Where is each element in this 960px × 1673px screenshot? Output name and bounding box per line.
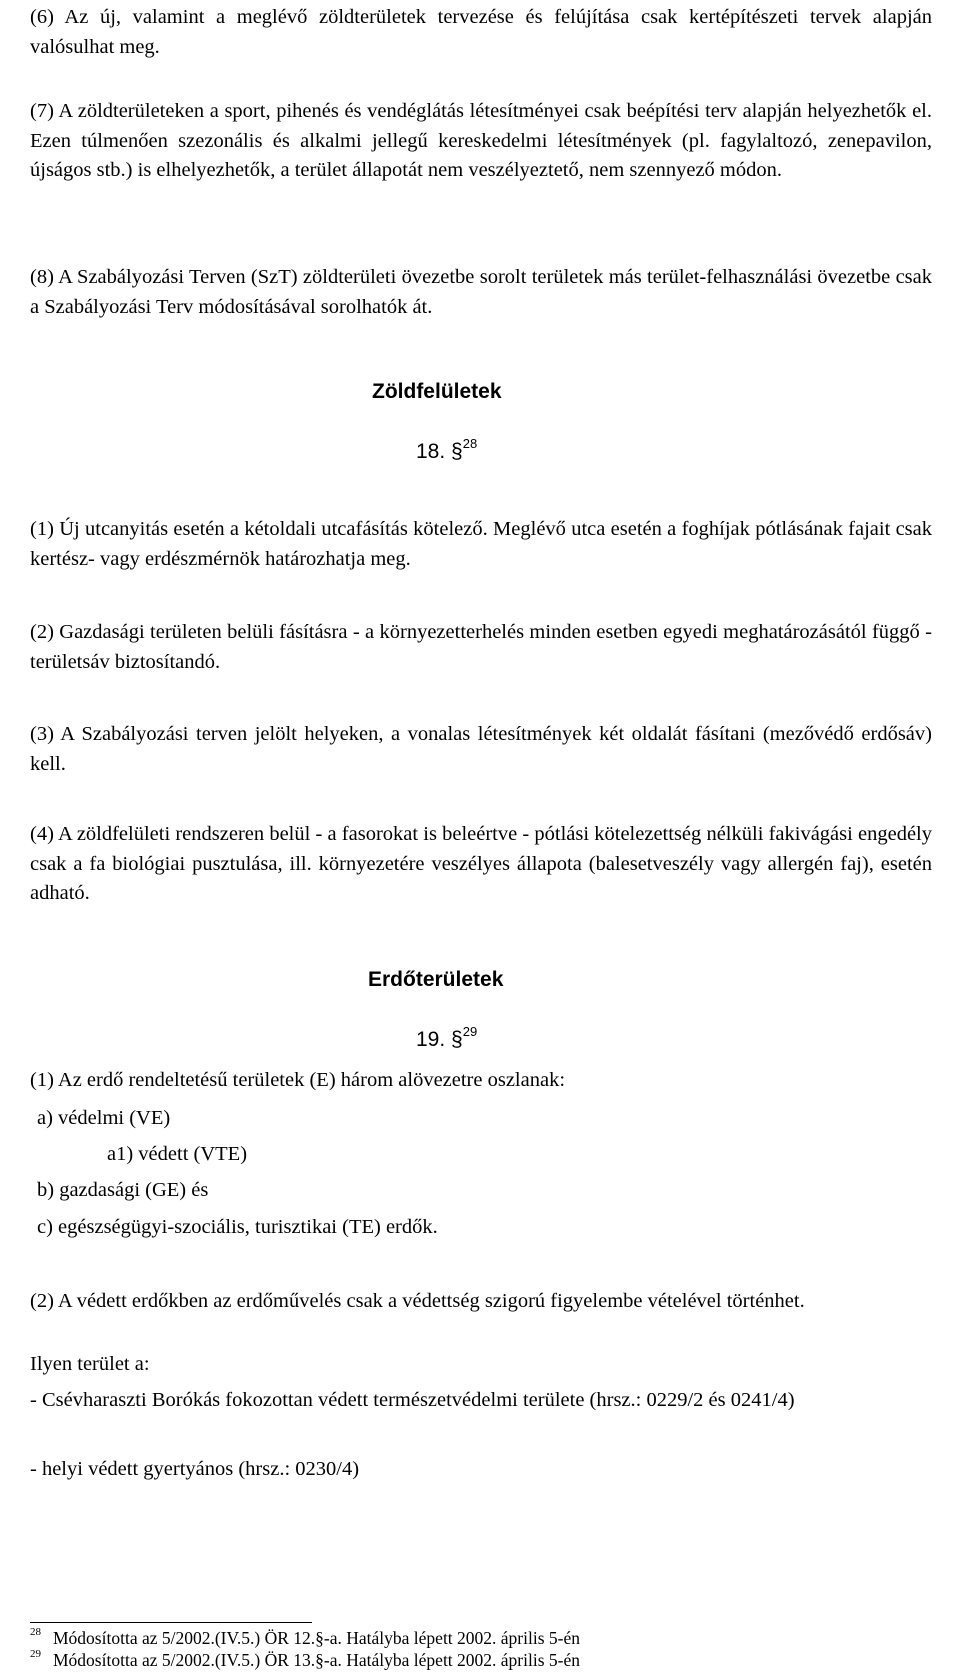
footnote-ref-29[interactable]: 29: [462, 1024, 478, 1039]
paragraph-7: (7) A zöldterületeken a sport, pihenés és vendéglátás létesítményei csak beépítési terv alapján helyezhetők el. Ezen túlmenően szezonális és alkalmi jellegű kereskedelmi létesítmények (pl. fagylaltozó, zenepavilon, újságos stb.) is elhelyezhetők, a terület állapotát nem veszélyeztető, nem szennyező módon.: [30, 100, 932, 181]
footnote-divider: [30, 1622, 312, 1623]
section-18-paragraph-4: (4) A zöldfelületi rendszeren belül - a fasorokat is beleértve - pótlási kötelezettség nélküli fakivágási engedély csak a fa biológiai pusztulása, ill. környezetére veszélyes állapota (balesetveszély vagy allergén faj), esetén adható.: [30, 823, 932, 904]
paragraph-8: (8) A Szabályozási Terven (SzT) zöldterületi övezetbe sorolt területek más terület-felhasználási övezetbe csak a Szabályozási Terv módosításával sorolhatók át.: [30, 266, 932, 318]
section-heading-zoldfeluletek: Zöldfelületek: [372, 380, 502, 403]
section-number-label: 19. §: [416, 1028, 463, 1051]
footnote-number: 28: [30, 1626, 41, 1638]
footnote-28: [30, 1628, 580, 1649]
section-19-intro: (1) Az erdő rendeltetésű területek (E) három alövezetre oszlanak:: [30, 1069, 566, 1091]
list-item-a: a) védelmi (VE): [37, 1107, 171, 1129]
list-item-c: c) egészségügyi-szociális, turisztikai (TE) erdők.: [37, 1216, 438, 1238]
section-number-label: 18. §: [416, 440, 463, 463]
section-18-paragraph-2: (2) Gazdasági területen belüli fásításra - a környezetterhelés minden esetben egyedi meghatározásától függő - területsáv biztosítandó.: [30, 621, 932, 673]
footnote-29: [30, 1650, 580, 1671]
section-heading-erdoteruletek: Erdőterületek: [368, 968, 504, 991]
section-19-paragraph-2: (2) A védett erdőkben az erdőművelés csak a védettség szigorú figyelembe vételével történhet.: [30, 1290, 805, 1312]
section-18-paragraph-1: (1) Új utcanyitás esetén a kétoldali utcafásítás kötelező. Meglévő utca esetén a foghíjak pótlásának fajait csak kertész- vagy erdészmérnök határozhatja meg.: [30, 518, 932, 570]
area-label: Ilyen terület a:: [30, 1353, 150, 1375]
protected-area-1: - Csévharaszti Borókás fokozottan védett természetvédelmi területe (hrsz.: 0229/2 és 0241/4): [30, 1389, 795, 1411]
list-item-a1: a1) védett (VTE): [107, 1143, 248, 1165]
footnote-text: Módosította az 5/2002.(IV.5.) ÖR 12.§-a. Hatályba lépett 2002. április 5-én: [53, 1628, 580, 1648]
section-18-paragraph-3: (3) A Szabályozási terven jelölt helyeken, a vonalas létesítmények két oldalát fásítani (mezővédő erdősáv) kell.: [30, 723, 932, 775]
footnote-number: 29: [30, 1648, 41, 1660]
list-item-b: b) gazdasági (GE) és: [37, 1179, 209, 1201]
protected-area-2: - helyi védett gyertyános (hrsz.: 0230/4): [30, 1458, 360, 1480]
footnote-ref-28[interactable]: 28: [462, 436, 478, 451]
footnote-text: Módosította az 5/2002.(IV.5.) ÖR 13.§-a. Hatályba lépett 2002. április 5-én: [53, 1650, 580, 1670]
section-number-19: [416, 1024, 478, 1052]
paragraph-6: (6) Az új, valamint a meglévő zöldterületek tervezése és felújítása csak kertépítészeti tervek alapján valósulhat meg.: [30, 6, 932, 58]
section-number-18: [416, 436, 478, 464]
